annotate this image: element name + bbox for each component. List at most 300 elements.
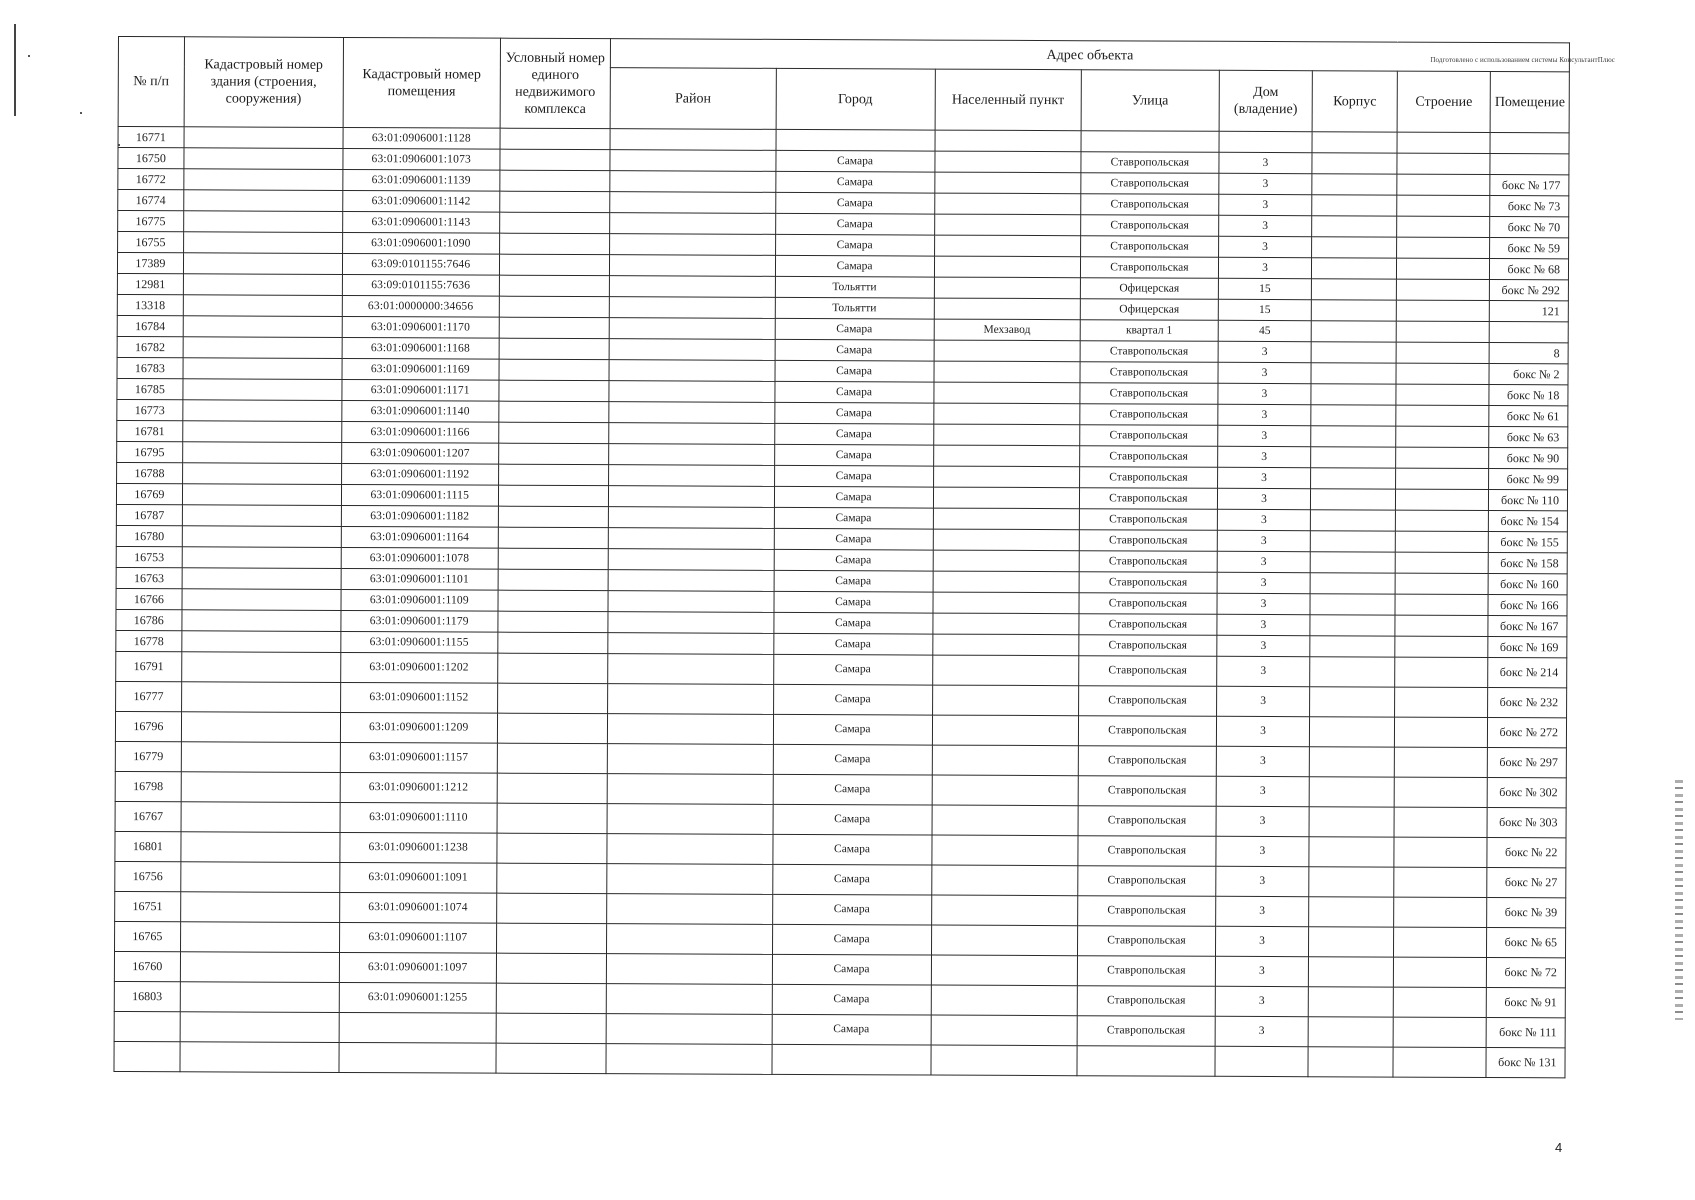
cell-complex-number <box>498 464 608 485</box>
cell-house: 3 <box>1218 362 1311 383</box>
cell-street: Ставропольская <box>1080 362 1218 384</box>
cell-building <box>1396 468 1489 489</box>
cell-num: 16791 <box>116 651 182 681</box>
cell-num: 16788 <box>117 462 183 483</box>
cell-street: Ставропольская <box>1079 509 1217 531</box>
cell-house: 3 <box>1217 530 1310 551</box>
cell-complex-number <box>499 338 609 359</box>
cell-house: 3 <box>1217 446 1310 467</box>
cell-locality <box>934 361 1080 383</box>
cell-room-cadastral: 63:01:0906001:1171 <box>342 379 499 401</box>
cell-city: Самара <box>774 402 933 424</box>
cell-building-cadastral <box>184 148 343 170</box>
cell-num: 16774 <box>118 190 184 211</box>
cell-locality <box>933 529 1079 551</box>
cell-num: 16773 <box>117 399 183 420</box>
cell-district <box>606 1014 772 1045</box>
cell-house: 3 <box>1218 257 1311 278</box>
cell-room: бокс № 73 <box>1490 195 1569 216</box>
cell-room: бокс № 91 <box>1487 987 1566 1017</box>
cell-room: бокс № 302 <box>1487 777 1566 807</box>
scan-edge-artifact <box>1675 780 1683 1020</box>
cell-room: бокс № 155 <box>1489 531 1568 552</box>
cell-street: Ставропольская <box>1079 467 1217 489</box>
cell-room-cadastral: 63:01:0906001:1164 <box>341 526 498 548</box>
cell-num: 16769 <box>116 483 182 504</box>
cell-building-cadastral <box>182 610 341 632</box>
cell-street: Ставропольская <box>1081 215 1219 237</box>
cell-complex-number <box>498 443 608 464</box>
cell-street: Ставропольская <box>1078 806 1216 837</box>
cell-building <box>1396 405 1489 426</box>
cell-district <box>608 684 774 715</box>
cell-locality <box>934 214 1080 236</box>
cell-street: Ставропольская <box>1078 746 1216 777</box>
page-number: 4 <box>1555 1140 1563 1155</box>
cell-block <box>1310 687 1395 717</box>
cell-house: 3 <box>1216 716 1309 746</box>
scan-speck <box>28 55 30 57</box>
scan-speck <box>80 112 82 114</box>
cell-building-cadastral <box>183 295 342 317</box>
cell-room-cadastral: 63:01:0906001:1168 <box>342 337 499 359</box>
cell-block <box>1310 636 1395 657</box>
cell-block <box>1310 552 1395 573</box>
cell-street: Ставропольская <box>1080 383 1218 405</box>
cell-building-cadastral <box>183 190 342 212</box>
cell-building-cadastral <box>181 862 340 893</box>
cell-block <box>1312 153 1397 174</box>
property-table-container <box>113 36 1570 1078</box>
cell-block <box>1312 258 1397 279</box>
cell-num: 16782 <box>117 336 183 357</box>
cell-room: бокс № 68 <box>1490 258 1569 279</box>
cell-district <box>609 276 775 298</box>
cell-district <box>607 894 773 925</box>
cell-complex-number <box>499 296 609 317</box>
cell-district <box>608 528 774 550</box>
cell-num: 16787 <box>116 504 182 525</box>
cell-room-cadastral: 63:01:0906001:1166 <box>342 421 499 443</box>
cell-complex-number <box>496 953 606 983</box>
cell-complex-number <box>499 233 609 254</box>
cell-city: Самара <box>773 684 932 715</box>
cell-building-cadastral <box>181 832 340 863</box>
cell-complex-number <box>497 863 607 893</box>
cell-building <box>1396 384 1489 405</box>
cell-house: 3 <box>1216 836 1309 866</box>
cell-district <box>607 804 773 835</box>
cell-building-cadastral <box>181 652 340 683</box>
cell-building-cadastral <box>183 400 342 422</box>
cell-building <box>1394 747 1487 777</box>
cell-building-cadastral <box>180 1012 339 1043</box>
cell-locality <box>932 685 1078 716</box>
cell-district <box>609 381 775 403</box>
cell-building <box>1396 363 1489 384</box>
cell-building-cadastral <box>182 547 341 569</box>
cell-house: 3 <box>1219 173 1312 194</box>
cell-block <box>1310 531 1395 552</box>
cell-district <box>606 984 772 1015</box>
cell-building <box>1393 1047 1486 1077</box>
cell-room: бокс № 214 <box>1488 657 1567 687</box>
header-address: Адрес объекта <box>610 39 1569 72</box>
cell-building-cadastral <box>181 682 340 713</box>
cell-room-cadastral: 63:01:0906001:1139 <box>343 169 500 191</box>
cell-room: бокс № 166 <box>1488 594 1567 615</box>
cell-room: бокс № 167 <box>1488 615 1567 636</box>
cell-building-cadastral <box>181 742 340 773</box>
cell-locality <box>932 745 1078 776</box>
cell-block <box>1308 987 1393 1017</box>
cell-district <box>607 774 773 805</box>
cell-room-cadastral: 63:01:0906001:1074 <box>339 892 496 923</box>
cell-building <box>1394 837 1487 867</box>
scan-margin-line <box>14 24 16 116</box>
cell-building <box>1394 777 1487 807</box>
cell-complex-number <box>496 923 606 953</box>
cell-room-cadastral <box>339 1042 496 1073</box>
cell-complex-number <box>499 275 609 296</box>
cell-block <box>1311 447 1396 468</box>
cell-building <box>1394 807 1487 837</box>
cell-building <box>1396 279 1489 300</box>
cell-district <box>610 171 776 193</box>
cell-street: квартал 1 <box>1080 320 1218 342</box>
cell-building <box>1395 615 1488 636</box>
cell-room: бокс № 22 <box>1487 837 1566 867</box>
header-room-cadastral: Кадастровый номер помещения <box>343 37 500 128</box>
cell-block <box>1308 1017 1393 1047</box>
cell-city: Самара <box>772 894 931 925</box>
cell-locality <box>933 424 1079 446</box>
cell-locality: Мехзавод <box>934 319 1080 341</box>
cell-complex-number <box>498 527 608 548</box>
cell-building <box>1394 867 1487 897</box>
cell-num: 12981 <box>117 273 183 294</box>
cell-room: бокс № 27 <box>1487 867 1566 897</box>
cell-building-cadastral <box>182 589 341 611</box>
cell-city <box>776 129 935 151</box>
cell-house: 3 <box>1217 614 1310 635</box>
cell-street: Ставропольская <box>1078 836 1216 867</box>
cell-building-cadastral <box>182 631 341 653</box>
cell-building <box>1395 687 1488 717</box>
cell-complex-number <box>499 254 609 275</box>
cell-district <box>610 129 776 151</box>
cell-house: 3 <box>1215 1016 1308 1046</box>
cell-complex-number <box>497 653 607 683</box>
cell-street: Ставропольская <box>1079 614 1217 636</box>
cell-room: бокс № 131 <box>1486 1047 1565 1077</box>
cell-complex-number <box>498 548 608 569</box>
cell-room: бокс № 65 <box>1487 927 1566 957</box>
header-locality: Населенный пункт <box>935 69 1082 131</box>
cell-building-cadastral <box>184 127 343 149</box>
cell-room: бокс № 90 <box>1489 447 1568 468</box>
cell-num: 16760 <box>114 951 180 981</box>
cell-street: Ставропольская <box>1080 446 1218 468</box>
cell-complex-number <box>500 149 610 170</box>
cell-house: 3 <box>1217 509 1310 530</box>
cell-locality <box>931 835 1077 866</box>
cell-num: 16772 <box>118 169 184 190</box>
cell-block <box>1311 300 1396 321</box>
cell-locality <box>933 445 1079 467</box>
cell-district <box>606 1044 772 1075</box>
cell-block <box>1311 426 1396 447</box>
cell-house: 3 <box>1218 341 1311 362</box>
cell-city: Самара <box>775 255 934 277</box>
cell-locality <box>934 172 1080 194</box>
cell-block <box>1312 174 1397 195</box>
cell-room-cadastral: 63:01:0906001:1140 <box>342 400 499 422</box>
cell-locality <box>933 466 1079 488</box>
cell-num: 16753 <box>116 546 182 567</box>
cell-district <box>608 570 774 592</box>
cell-district <box>610 255 776 277</box>
cell-room: бокс № 70 <box>1490 216 1569 237</box>
cell-building-cadastral <box>180 952 339 983</box>
cell-locality <box>934 235 1080 257</box>
cell-city: Самара <box>775 171 934 193</box>
cell-city: Самара <box>774 444 933 466</box>
consultant-watermark: Подготовлено с использованием системы КонсультантПлюс <box>1430 56 1615 64</box>
cell-city: Самара <box>774 486 933 508</box>
cell-city: Самара <box>774 528 933 550</box>
cell-room-cadastral: 63:01:0906001:1155 <box>341 631 498 653</box>
cell-num: 16795 <box>117 441 183 462</box>
cell-street: Ставропольская <box>1080 341 1218 363</box>
cell-building <box>1395 489 1488 510</box>
cell-district <box>609 444 775 466</box>
cell-complex-number <box>499 359 609 380</box>
cell-block <box>1312 132 1397 153</box>
cell-street: Ставропольская <box>1077 986 1215 1017</box>
cell-house: 3 <box>1217 551 1310 572</box>
cell-room: бокс № 111 <box>1486 1017 1565 1047</box>
cell-locality <box>934 277 1080 299</box>
cell-district <box>609 339 775 361</box>
cell-building-cadastral <box>180 892 339 923</box>
cell-locality <box>934 256 1080 278</box>
cell-building-cadastral <box>182 505 341 527</box>
header-building-cadastral: Кадастровый номер здания (строения, сооружения) <box>184 37 343 128</box>
cell-city: Самара <box>772 864 931 895</box>
cell-complex-number <box>500 170 610 191</box>
cell-room-cadastral: 63:01:0906001:1101 <box>341 568 498 590</box>
cell-num: 16781 <box>117 420 183 441</box>
cell-room: бокс № 160 <box>1488 573 1567 594</box>
cell-street: Ставропольская <box>1080 404 1218 426</box>
cell-num: 16771 <box>118 127 184 148</box>
cell-room-cadastral: 63:01:0906001:1115 <box>341 484 498 506</box>
cell-room: бокс № 72 <box>1487 957 1566 987</box>
cell-num: 16801 <box>115 831 181 861</box>
cell-complex-number <box>498 485 608 506</box>
cell-house: 3 <box>1215 926 1308 956</box>
cell-city: Самара <box>773 744 932 775</box>
table-row <box>114 1041 1565 1077</box>
cell-block <box>1311 510 1396 531</box>
cell-complex-number <box>497 803 607 833</box>
cell-complex-number <box>496 1043 606 1073</box>
cell-block <box>1311 405 1396 426</box>
cell-house: 3 <box>1217 656 1310 686</box>
cell-house: 3 <box>1217 467 1310 488</box>
cell-block <box>1309 957 1394 987</box>
cell-house: 3 <box>1216 806 1309 836</box>
cell-building-cadastral <box>183 211 342 233</box>
cell-room <box>1490 132 1569 153</box>
cell-block <box>1312 216 1397 237</box>
cell-building-cadastral <box>182 442 341 464</box>
cell-house: 3 <box>1216 776 1309 806</box>
cell-street: Ставропольская <box>1077 956 1215 987</box>
cell-city: Самара <box>774 465 933 487</box>
cell-complex-number <box>496 983 606 1013</box>
cell-locality <box>931 895 1077 926</box>
cell-district <box>610 234 776 256</box>
cell-street: Ставропольская <box>1079 488 1217 510</box>
cell-street: Офицерская <box>1080 278 1218 300</box>
cell-complex-number <box>498 569 608 590</box>
cell-building <box>1395 636 1488 657</box>
cell-room-cadastral: 63:01:0906001:1255 <box>339 982 496 1013</box>
cell-num: 16777 <box>116 681 182 711</box>
cell-district <box>608 654 774 685</box>
cell-city: Самара <box>772 924 931 955</box>
cell-complex-number <box>497 743 607 773</box>
cell-building <box>1393 987 1486 1017</box>
cell-district <box>609 360 775 382</box>
cell-house <box>1215 1046 1308 1076</box>
cell-building <box>1393 1017 1486 1047</box>
cell-district <box>608 633 774 655</box>
cell-building-cadastral <box>182 568 341 590</box>
cell-building <box>1396 321 1489 342</box>
header-house: Дом (владение) <box>1219 70 1313 131</box>
cell-building <box>1393 927 1486 957</box>
cell-building <box>1395 594 1488 615</box>
cell-city: Самара <box>774 591 933 613</box>
cell-room-cadastral: 63:01:0906001:1128 <box>343 127 500 149</box>
cell-house: 3 <box>1215 956 1308 986</box>
cell-room <box>1490 321 1569 342</box>
cell-building <box>1396 300 1489 321</box>
cell-num: 16775 <box>118 211 184 232</box>
cell-street: Ставропольская <box>1081 152 1219 174</box>
cell-num: 16751 <box>115 891 181 921</box>
cell-locality <box>933 508 1079 530</box>
cell-building-cadastral <box>183 379 342 401</box>
cell-locality <box>931 1015 1077 1046</box>
cell-building <box>1395 573 1488 594</box>
cell-room: бокс № 232 <box>1488 687 1567 717</box>
cell-num: 16755 <box>118 232 184 253</box>
cell-house: 3 <box>1218 215 1311 236</box>
cell-district <box>609 465 775 487</box>
cell-city: Самара <box>774 507 933 529</box>
cell-room-cadastral: 63:01:0906001:1107 <box>339 922 496 953</box>
header-num: № п/п <box>118 37 184 127</box>
cell-num: 16796 <box>115 711 181 741</box>
cell-locality <box>934 340 1080 362</box>
cell-city: Самара <box>775 234 934 256</box>
cell-complex-number <box>496 1013 606 1043</box>
cell-num: 16780 <box>116 525 182 546</box>
cell-block <box>1309 867 1394 897</box>
cell-house: 3 <box>1216 866 1309 896</box>
cell-num: 16778 <box>116 630 182 651</box>
cell-city: Самара <box>773 774 932 805</box>
cell-room: бокс № 292 <box>1490 279 1569 300</box>
cell-street: Ставропольская <box>1077 926 1215 957</box>
cell-house: 3 <box>1215 986 1308 1016</box>
cell-room-cadastral: 63:09:0101155:7646 <box>342 253 499 275</box>
cell-city: Самара <box>772 834 931 865</box>
cell-street: Ставропольская <box>1079 551 1217 573</box>
cell-locality <box>933 403 1079 425</box>
cell-complex-number <box>498 611 608 632</box>
cell-building-cadastral <box>183 316 342 338</box>
cell-block <box>1310 573 1395 594</box>
cell-house <box>1219 131 1312 152</box>
cell-room-cadastral: 63:01:0906001:1110 <box>340 802 497 833</box>
cell-building <box>1394 717 1487 747</box>
cell-room: 121 <box>1490 300 1569 321</box>
cell-locality <box>933 550 1079 572</box>
cell-locality <box>935 151 1081 173</box>
cell-room: бокс № 158 <box>1488 552 1567 573</box>
cell-complex-number <box>498 506 608 527</box>
cell-building-cadastral <box>184 169 343 191</box>
cell-district <box>606 954 772 985</box>
cell-room-cadastral: 63:01:0906001:1238 <box>340 832 497 863</box>
cell-street: Ставропольская <box>1078 716 1216 747</box>
cell-room-cadastral: 63:01:0906001:1143 <box>342 211 499 233</box>
cell-block <box>1311 363 1396 384</box>
cell-room-cadastral: 63:01:0906001:1169 <box>342 358 499 380</box>
cell-building <box>1396 426 1489 447</box>
cell-locality <box>934 193 1080 215</box>
header-district: Район <box>610 68 776 130</box>
cell-city: Самара <box>774 549 933 571</box>
cell-city: Самара <box>774 570 933 592</box>
cell-building-cadastral <box>181 772 340 803</box>
cell-locality <box>931 955 1077 986</box>
cell-complex-number <box>498 590 608 611</box>
cell-room: бокс № 272 <box>1488 717 1567 747</box>
header-building: Строение <box>1397 71 1491 132</box>
cell-city: Самара <box>773 654 932 685</box>
cell-street: Ставропольская <box>1080 425 1218 447</box>
cell-locality <box>932 775 1078 806</box>
cell-street: Офицерская <box>1080 299 1218 321</box>
cell-building <box>1397 132 1490 153</box>
cell-room <box>1490 153 1569 174</box>
cell-block <box>1310 717 1395 747</box>
cell-city: Самара <box>772 1014 931 1045</box>
cell-room-cadastral: 63:01:0906001:1109 <box>341 589 498 611</box>
cell-house: 3 <box>1217 572 1310 593</box>
cell-house: 3 <box>1216 686 1309 716</box>
cell-block <box>1310 615 1395 636</box>
cell-city: Самара <box>773 612 932 634</box>
cell-district <box>609 402 775 424</box>
cell-room-cadastral <box>339 1012 496 1043</box>
